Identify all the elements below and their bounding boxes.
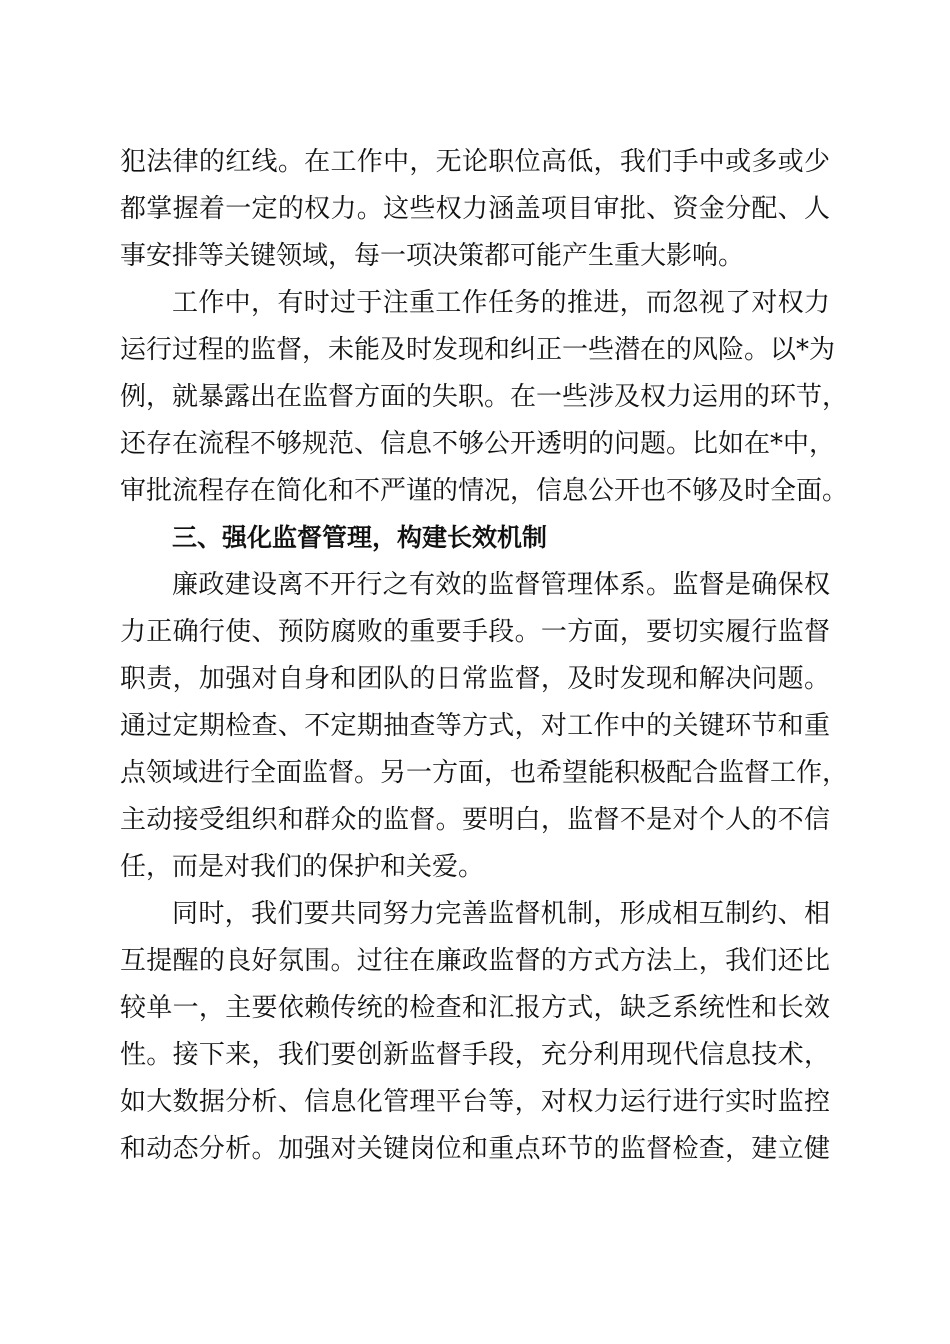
- paragraph-line: 和动态分析。加强对关键岗位和重点环节的监督检查，建立健: [120, 1134, 830, 1164]
- paragraph-line: 廉政建设离不开行之有效的监督管理体系。监督是确保权: [172, 570, 830, 600]
- paragraph-line: 例，就暴露出在监督方面的失职。在一些涉及权力运用的环节，: [120, 382, 849, 412]
- paragraph-line: 工作中，有时过于注重工作任务的推进，而忽视了对权力: [172, 288, 830, 318]
- paragraph-line: 事安排等关键领域，每一项决策都可能产生重大影响。: [120, 241, 745, 271]
- paragraph-line: 主动接受组织和群众的监督。要明白，监督不是对个人的不信: [120, 805, 830, 835]
- paragraph-line: 性。接下来，我们要创新监督手段，充分利用现代信息技术，: [120, 1040, 830, 1070]
- paragraph-line: 任，而是对我们的保护和关爱。: [120, 852, 485, 882]
- paragraph-line: 审批流程存在简化和不严谨的情况，信息公开也不够及时全面。: [120, 476, 849, 506]
- paragraph-line: 通过定期检查、不定期抽查等方式，对工作中的关键环节和重: [120, 711, 830, 741]
- section-heading: 三、强化监督管理，构建长效机制: [172, 523, 548, 552]
- paragraph-line: 力正确行使、预防腐败的重要手段。一方面，要切实履行监督: [120, 617, 830, 647]
- paragraph-line: 运行过程的监督，未能及时发现和纠正一些潜在的风险。以*为: [120, 335, 836, 365]
- paragraph-line: 职责，加强对自身和团队的日常监督，及时发现和解决问题。: [120, 664, 830, 694]
- paragraph-line: 如大数据分析、信息化管理平台等，对权力运行进行实时监控: [120, 1087, 830, 1117]
- paragraph-line: 犯法律的红线。在工作中，无论职位高低，我们手中或多或少: [120, 147, 830, 177]
- paragraph-line: 点领域进行全面监督。另一方面，也希望能积极配合监督工作，: [120, 758, 849, 788]
- paragraph-line: 都掌握着一定的权力。这些权力涵盖项目审批、资金分配、人: [120, 194, 830, 224]
- paragraph-line: 较单一，主要依赖传统的检查和汇报方式，缺乏系统性和长效: [120, 993, 830, 1023]
- paragraph-line: 还存在流程不够规范、信息不够公开透明的问题。比如在*中，: [120, 429, 836, 459]
- paragraph-line: 同时，我们要共同努力完善监督机制，形成相互制约、相: [172, 899, 830, 929]
- paragraph-line: 互提醒的良好氛围。过往在廉政监督的方式方法上，我们还比: [120, 946, 830, 976]
